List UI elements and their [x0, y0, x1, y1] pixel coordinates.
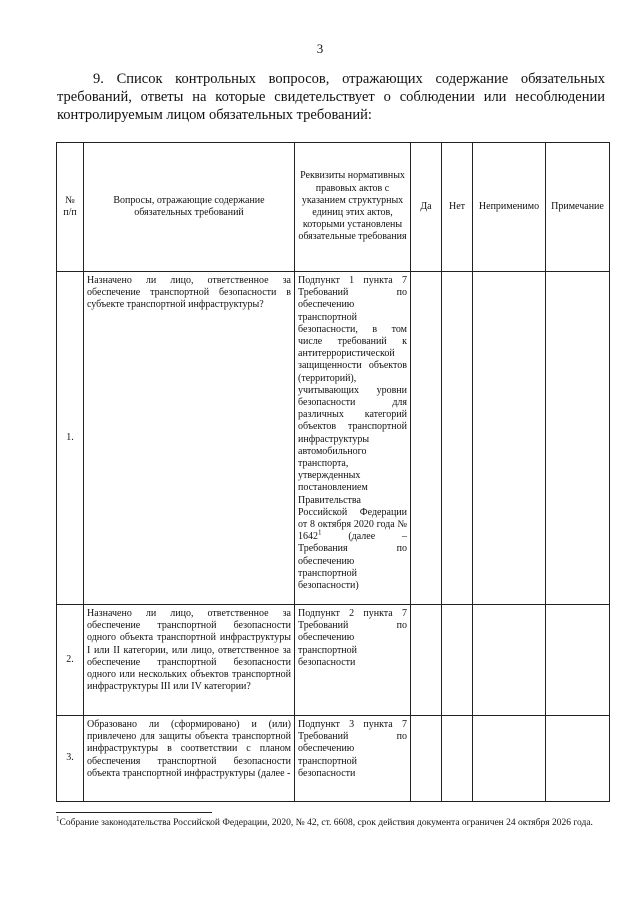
row-requisites [295, 272, 411, 605]
checklist-table [56, 142, 610, 802]
header-not-applicable: Неприменимо [473, 143, 546, 272]
row-number: 2. [57, 605, 84, 716]
page-number: 3 [316, 41, 324, 56]
footnote-text: Собрание законодательства Российской Федерации, 2020, № 42, ст. 6608, срок действия документа ограничен 24 октября 2026 года. [59, 818, 593, 828]
section-heading: 9. Список контрольных вопросов, отражающих содержание обязательных требований, ответы на которые свидетельствует о соблюдении или несоблюдении контролируемым лицом обязательных требований: [57, 71, 605, 123]
header-num: № п/п [57, 143, 84, 272]
cell-not-applicable[interactable] [473, 716, 546, 802]
header-no: Нет [442, 143, 473, 272]
cell-note[interactable] [546, 605, 610, 716]
row-question: Образовано ли (сформировано) и (или) привлечено для защиты объекта транспортной инфраструктуры в соответствии с планом обеспечения транспортной безопасности объекта транспортной инфраструктуры (далее - [84, 716, 295, 802]
footnote-ref: 1 [318, 528, 322, 537]
header-requisites: Реквизиты нормативных правовых актов с указанием структурных единиц этих актов, которыми установлены обязательные требования [295, 143, 411, 272]
row-number: 1. [57, 272, 84, 605]
table-row [57, 716, 610, 802]
footnote [56, 814, 609, 830]
header-question: Вопросы, отражающие содержание обязательных требований [84, 143, 295, 272]
footnote-marker: 1 [56, 814, 60, 823]
requisites-text: Подпункт 1 пункта 7 Требований по обеспечению транспортной безопасности, в том числе требований к антитеррористической защищенности объектов (территорий), учитывающих уровни безопасности для различных категорий объектов транспортной инфраструктуры автомобильного транспорта, утвержденных постановлением Правительства Российской Федерации от 8 октября 2020 года № 1642 [298, 275, 407, 543]
cell-no[interactable] [442, 272, 473, 605]
table-row [57, 272, 610, 605]
cell-not-applicable[interactable] [473, 272, 546, 605]
header-note: Примечание [546, 143, 610, 272]
cell-note[interactable] [546, 272, 610, 605]
table-row [57, 605, 610, 716]
row-question: Назначено ли лицо, ответственное за обеспечение транспортной безопасности в субъекте транспортной инфраструктуры? [84, 272, 295, 605]
cell-no[interactable] [442, 716, 473, 802]
cell-yes[interactable] [411, 716, 442, 802]
cell-yes[interactable] [411, 272, 442, 605]
cell-note[interactable] [546, 716, 610, 802]
cell-not-applicable[interactable] [473, 605, 546, 716]
table-header-row [57, 143, 610, 272]
cell-yes[interactable] [411, 605, 442, 716]
row-number: 3. [57, 716, 84, 802]
header-yes: Да [411, 143, 442, 272]
row-requisites: Подпункт 2 пункта 7 Требований по обеспечению транспортной безопасности [295, 605, 411, 716]
footnote-divider [56, 812, 212, 813]
row-requisites: Подпункт 3 пункта 7 Требований по обеспечению транспортной безопасности [295, 716, 411, 802]
row-question: Назначено ли лицо, ответственное за обеспечение транспортной безопасности одного объекта транспортной инфраструктуры I или II категории, или лицо, ответственное за обеспечение транспортной безопасности одного или нескольких объектов транспортной инфраструктуры III или IV категории? [84, 605, 295, 716]
cell-no[interactable] [442, 605, 473, 716]
requisites-text-tail: (далее – Требования по обеспечению транспортной безопасности) [298, 531, 407, 592]
